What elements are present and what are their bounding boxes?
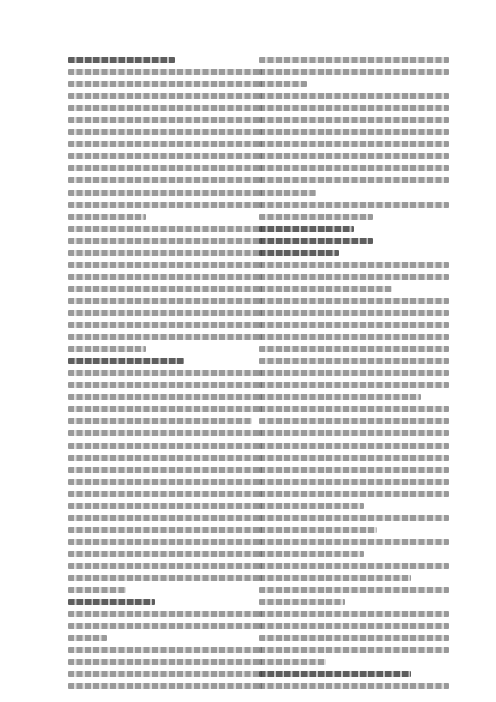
section-heading-line	[68, 355, 262, 367]
body-text-line	[259, 331, 449, 343]
body-text-line	[68, 307, 262, 319]
body-text-line	[68, 668, 262, 680]
body-text-line	[68, 440, 262, 452]
body-text-line	[68, 632, 262, 644]
body-text-line	[259, 620, 449, 632]
body-text-line	[68, 271, 262, 283]
body-text-line	[259, 608, 449, 620]
body-text-line	[68, 211, 262, 223]
section-heading-line	[259, 247, 449, 259]
body-text-line	[259, 102, 449, 114]
body-text-line	[259, 174, 449, 186]
body-text-line	[259, 644, 449, 656]
body-text-line	[68, 379, 262, 391]
section-heading-line	[259, 223, 449, 235]
body-text-line	[68, 223, 262, 235]
body-text-line	[68, 572, 262, 584]
body-text-line	[259, 572, 449, 584]
body-text-line	[68, 150, 262, 162]
body-text-line	[259, 427, 449, 439]
body-text-line	[68, 343, 262, 355]
body-text-line	[259, 560, 449, 572]
body-text-line	[68, 319, 262, 331]
body-text-line	[259, 476, 449, 488]
body-text-line	[68, 476, 262, 488]
body-text-line	[68, 259, 262, 271]
body-text-line	[259, 114, 449, 126]
body-text-line	[259, 187, 449, 199]
body-text-line	[259, 343, 449, 355]
body-text-line	[68, 524, 262, 536]
body-text-line	[259, 403, 449, 415]
body-text-line	[259, 150, 449, 162]
body-text-line	[68, 66, 262, 78]
body-text-line	[259, 355, 449, 367]
body-text-line	[68, 283, 262, 295]
body-text-line	[259, 391, 449, 403]
body-text-line	[68, 403, 262, 415]
body-text-line	[259, 584, 449, 596]
left-text-column	[68, 54, 262, 692]
body-text-line	[259, 78, 449, 90]
body-text-line	[68, 90, 262, 102]
body-text-line	[68, 174, 262, 186]
body-text-line	[68, 138, 262, 150]
body-text-line	[68, 452, 262, 464]
body-text-line	[259, 452, 449, 464]
body-text-line	[259, 283, 449, 295]
body-text-line	[68, 235, 262, 247]
body-text-line	[68, 199, 262, 211]
body-text-line	[68, 427, 262, 439]
body-text-line	[259, 596, 449, 608]
body-text-line	[259, 295, 449, 307]
body-text-line	[259, 211, 449, 223]
body-text-line	[68, 560, 262, 572]
body-text-line	[259, 367, 449, 379]
section-heading-line	[68, 54, 262, 66]
body-text-line	[68, 488, 262, 500]
body-text-line	[259, 199, 449, 211]
body-text-line	[259, 307, 449, 319]
body-text-line	[259, 440, 449, 452]
section-heading-line	[68, 596, 262, 608]
body-text-line	[68, 391, 262, 403]
body-text-line	[68, 295, 262, 307]
body-text-line	[68, 78, 262, 90]
body-text-line	[68, 126, 262, 138]
body-text-line	[68, 680, 262, 692]
body-text-line	[259, 488, 449, 500]
body-text-line	[68, 656, 262, 668]
body-text-line	[259, 126, 449, 138]
body-text-line	[259, 512, 449, 524]
body-text-line	[259, 632, 449, 644]
body-text-line	[68, 102, 262, 114]
body-text-line	[259, 319, 449, 331]
body-text-line	[259, 548, 449, 560]
body-text-line	[68, 187, 262, 199]
body-text-line	[259, 500, 449, 512]
body-text-line	[259, 54, 449, 66]
body-text-line	[68, 464, 262, 476]
body-text-line	[68, 584, 262, 596]
body-text-line	[259, 90, 449, 102]
body-text-line	[68, 247, 262, 259]
body-text-line	[259, 379, 449, 391]
body-text-line	[259, 680, 449, 692]
body-text-line	[259, 162, 449, 174]
body-text-line	[68, 331, 262, 343]
body-text-line	[259, 464, 449, 476]
body-text-line	[68, 162, 262, 174]
right-text-column	[259, 54, 449, 692]
body-text-line	[68, 644, 262, 656]
body-text-line	[68, 500, 262, 512]
section-heading-line	[259, 235, 449, 247]
body-text-line	[259, 524, 449, 536]
body-text-line	[68, 548, 262, 560]
body-text-line	[259, 66, 449, 78]
body-text-line	[68, 512, 262, 524]
body-text-line	[68, 415, 262, 427]
body-text-line	[68, 367, 262, 379]
body-text-line	[68, 536, 262, 548]
section-heading-line	[259, 668, 449, 680]
body-text-line	[68, 608, 262, 620]
body-text-line	[259, 536, 449, 548]
body-text-line	[259, 656, 449, 668]
body-text-line	[259, 138, 449, 150]
body-text-line	[259, 259, 449, 271]
body-text-line	[68, 114, 262, 126]
body-text-line	[259, 271, 449, 283]
body-text-line	[259, 415, 449, 427]
body-text-line	[68, 620, 262, 632]
